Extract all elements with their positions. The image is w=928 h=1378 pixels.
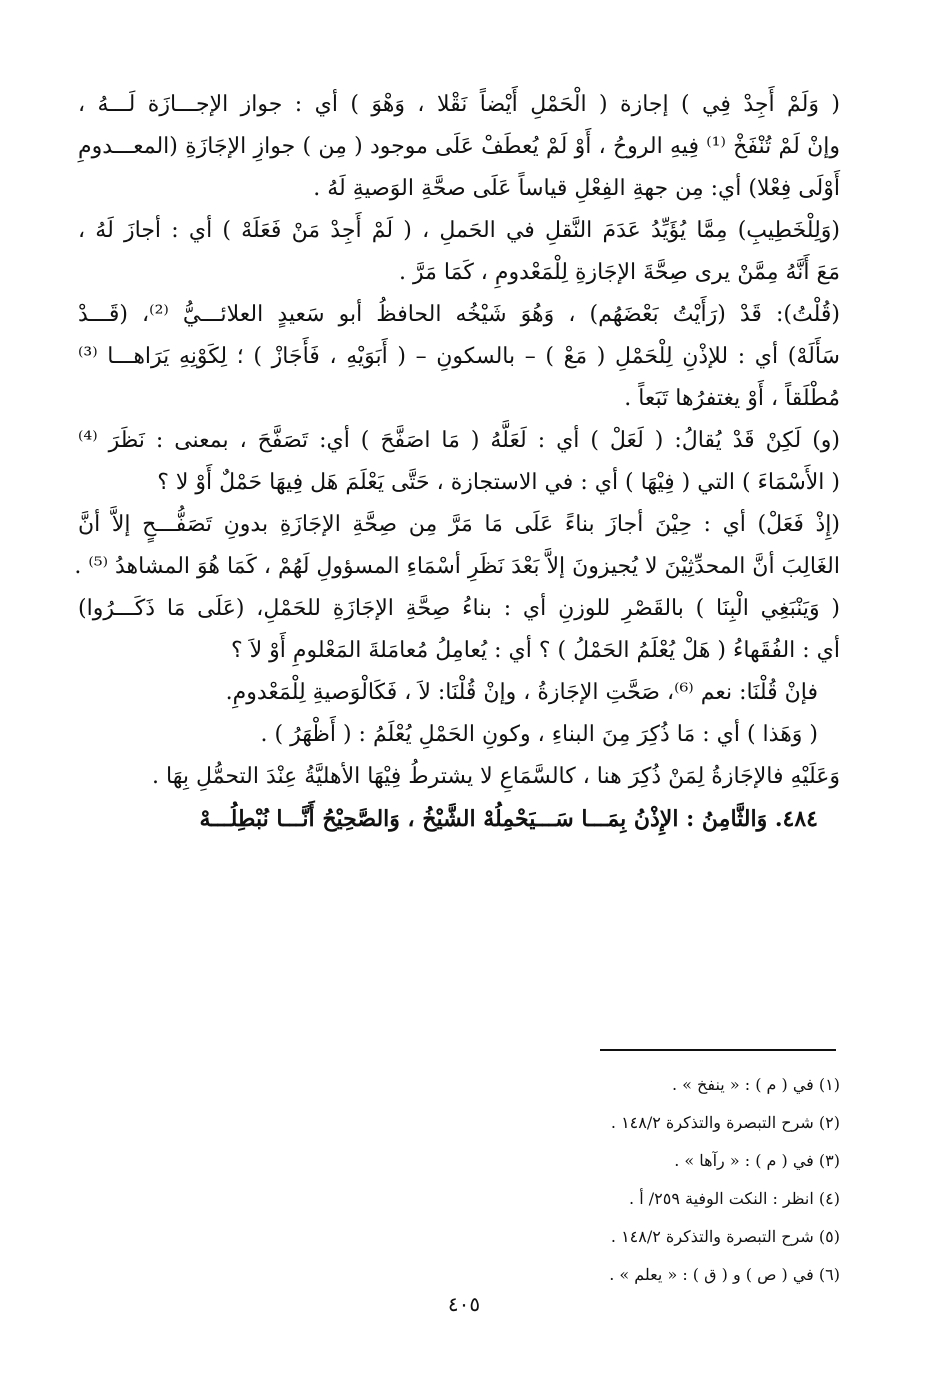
text-line-10: ( الأَسْمَاءَ ) التي ( فِيْهَا ) أي : في الاستجازة ، حَتَّى يَعْلَمَ هَل فِيهَا حَمْلٌ أَوْ لا ؟ — [157, 470, 840, 495]
text-line-12: الغَالِبَ أنَّ المحدِّثِيْنَ لا يُجيزونَ إلاَّ بَعْدَ نَظَرِ أسْمَاءِ المسؤولِ لَهُمْ ، كَمَا هُوَ المشاهدُ ⁽⁵⁾ . — [74, 554, 840, 579]
text-line-4: (وَلِلْخَطِيبِ) مِمَّا يُؤَيِّدُ عَدَمَ النَّقلِ في الحَملِ ، ( لَمْ أَجِدْ مَنْ فَعَلَهْ ) أي : أجازَ لَهُ ، — [78, 218, 840, 243]
text-line-6: (قُلْتُ): قَدْ (رَأَيْتُ بَعْضَهُم) ، وَهُوَ شَيْخُه الحافظُ أبو سَعيدٍ العلائـــيُّ ⁽²⁾، (قَـــدْ — [78, 302, 840, 327]
verse-line-484: ٤٨٤. وَالثَّامِنُ : الإِذْنُ بِمَـــا سَـــيَحْمِلُهْ الشَّيْخُ ، وَالصَّحِيْحُ أَنَّـــا نُبْطِلُـــهْ — [199, 806, 818, 832]
text-line-9: (و) لَكِنْ قَدْ يُقالُ: ( لَعَلْ ) أي : لَعَلَّهُ ( مَا اصَفَّحَ ) أي: تَصَفَّحَ ، بمعنى : نَظَرَ ⁽⁴⁾ — [78, 428, 840, 453]
footnote-5: (٥) شرح التبصرة والتذكرة ١٤٨/٢ . — [610, 1227, 840, 1246]
text-line-11: (إِذْ فَعَلْ) أي : حِيْنَ أجازَ بناءً عَلَى مَا مَرَّ مِن صِحَّةِ الإجَازَةِ بدونِ تَصَفُّـــحٍ إلاَّ أنَّ — [78, 512, 840, 537]
footnote-1: (١) في ( م ) : « ينفخ » . — [672, 1075, 840, 1094]
page-number: ٤٠٥ — [447, 1292, 481, 1316]
text-line-3: أَوْلَى فِعْلا) أي: مِن جهةِ الفِعْلِ قياساً عَلَى صحَّةِ الوَصيةِ لَهُ . — [313, 176, 840, 201]
footnotes — [450, 1066, 840, 1294]
footnote-divider — [600, 1049, 836, 1051]
footnote-2: (٢) شرح التبصرة والتذكرة ١٤٨/٢ . — [610, 1113, 840, 1132]
footnote-3: (٣) في ( م ) : « رآها » . — [674, 1151, 840, 1170]
text-line-17: وَعَلَيْهِ فالإجَازةُ لِمَنْ ذُكِرَ هنا ، كالسَّمَاعِ لا يشترطُ فِيْهَا الأهليَّةُ عِنْدَ التحمُّلِ بِهَا . — [152, 764, 840, 789]
main-text — [74, 84, 840, 840]
text-line-13: ( وَيَنْبَغِي الْبِنَا ) بالقَصْرِ للوزنِ أي : بناءُ صِحَّةِ الإجَازَةِ للحَمْلِ، (عَلَى مَا ذَكَـــرُوا) — [78, 596, 840, 621]
text-line-14: أي : الفُقَهاءُ ( هَلْ يُعْلَمُ الحَمْلُ ) ؟ أي : يُعامِلُ مُعامَلةَ المَعْلومِ أَوْ لاَ ؟ — [230, 638, 840, 663]
text-line-8: مُطْلَقاً ، أَوْ يغتفرُها تَبَعاً . — [624, 386, 840, 411]
footnote-4: (٤) انظر : النكت الوفية ٢٥٩/ أ . — [629, 1189, 840, 1208]
text-line-5: مَعَ أَنَّهُ مِمَّنْ يرى صِحَّةَ الإجَازةِ لِلْمَعْدومِ ، كَمَا مَرَّ . — [399, 260, 840, 285]
text-line-2: وإنْ لَمْ تُنْفَخْ ⁽¹⁾ فِيهِ الروحُ ، أَوْ لَمْ يُعطَفْ عَلَى موجود ( مِن ) جوازِ الإجَازَةِ (المعـــدومِ — [78, 134, 840, 159]
text-line-16: ( وَهَذا ) أي : مَا ذُكِرَ مِنَ البناءِ ، وكونِ الحَمْلِ يُعْلَمُ : ( أَظْهَرُ ) . — [260, 722, 818, 747]
text-line-7: سَأَلَهْ) أي : للإذْنِ لِلْحَمْلِ ( مَعْ ) – بالسكونِ – ( أَبَوَيْهِ ، فَأَجَازْ ) ؛ لِكَوْنِهِ يَرَاهـــا ⁽³⁾ — [78, 344, 840, 369]
footnote-6: (٦) في ( ص ) و ( ق ) : « يعلم » . — [609, 1265, 840, 1284]
text-line-1: ( وَلَمْ أَجِدْ فِي ) إجازة ( الْحَمْلِ أَيْضاً نَقْلا ، وَهْوَ ) أي : جواز الإجـــازَة لَـــهُ ، — [78, 92, 840, 117]
text-line-15: فإنْ قُلْنَا: نعم ⁽⁶⁾، صَحَّتِ الإجَازةُ ، وإنْ قُلْنَا: لاَ ، فَكَالْوَصيةِ لِلْمَعْدومِ. — [225, 680, 818, 705]
